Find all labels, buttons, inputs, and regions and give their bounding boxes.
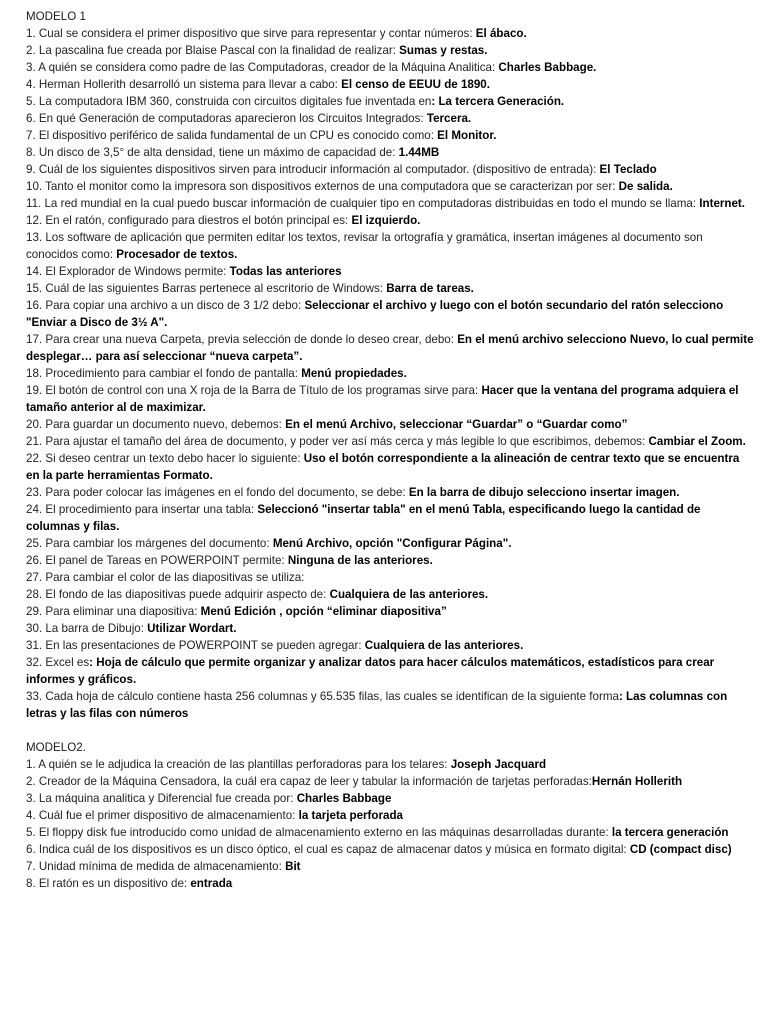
question-list	[26, 756, 754, 892]
question-text: 1. A quién se le adjudica la creación de las plantillas perforadoras para los telares:	[26, 758, 451, 771]
question-text: 26. El panel de Tareas en POWERPOINT permite:	[26, 554, 288, 567]
section-heading: MODELO 1	[26, 10, 86, 23]
question-item	[26, 161, 754, 178]
answer-text: El ábaco.	[475, 27, 527, 40]
question-item	[26, 501, 754, 535]
question-text: 11. La red mundial en la cual puedo buscar información de cualquier tipo en computadoras distribuidas en todo el mundo se llama:	[26, 197, 700, 210]
question-item	[26, 773, 754, 790]
question-item	[26, 807, 754, 824]
answer-text: Hacer que la ventana del programa adquiera el tamaño anterior al de maximizar.	[26, 384, 739, 414]
question-text: 4. Cuál fue el primer dispositivo de almacenamiento:	[26, 809, 299, 822]
question-item	[26, 824, 754, 841]
answer-text: la tercera generación	[611, 826, 729, 839]
answer-text: Joseph Jacquard	[450, 758, 547, 771]
question-text: 8. Un disco de 3,5° de alta densidad, tiene un máximo de capacidad de:	[26, 146, 399, 159]
question-text: 2. La pascalina fue creada por Blaise Pascal con la finalidad de realizar:	[26, 44, 400, 57]
question-item	[26, 229, 754, 263]
question-text: 29. Para eliminar una diapositiva:	[26, 605, 201, 618]
question-text: 21. Para ajustar el tamaño del área de documento, y poder ver así más cerca y más legible lo que escribimos, debemos:	[26, 435, 649, 448]
question-item	[26, 756, 754, 773]
question-item	[26, 841, 754, 858]
answer-text: Procesador de textos.	[116, 248, 238, 261]
question-item	[26, 59, 754, 76]
answer-text: Charles Babbage.	[498, 61, 597, 74]
answer-text: Menú propiedades.	[301, 367, 407, 380]
question-item	[26, 552, 754, 569]
question-text: 30. La barra de Dibujo:	[26, 622, 148, 635]
question-item	[26, 42, 754, 59]
question-item	[26, 195, 754, 212]
answer-text: Internet.	[699, 197, 746, 210]
question-item	[26, 212, 754, 229]
question-text: 6. Indica cuál de los dispositivos es un disco óptico, el cual es capaz de almacenar datos y música en formato digital:	[26, 843, 630, 856]
question-item	[26, 620, 754, 637]
question-item	[26, 365, 754, 382]
question-item	[26, 433, 754, 450]
answer-text: Cambiar el Zoom.	[648, 435, 746, 448]
question-text: 3. La máquina analitica y Diferencial fue creada por:	[26, 792, 297, 805]
question-item	[26, 875, 754, 892]
answer-text: Seleccionar el archivo y luego con el botón secundario del ratón selecciono "Enviar a Disco de 3½ A".	[26, 299, 724, 329]
question-text: 25. Para cambiar los márgenes del documento:	[26, 537, 273, 550]
section-modelo-2	[26, 739, 754, 892]
question-item	[26, 484, 754, 501]
answer-text: Cualquiera de las anteriores.	[329, 588, 489, 601]
answer-text: El censo de EEUU de 1890.	[341, 78, 490, 91]
answer-text: El izquierdo.	[351, 214, 421, 227]
answer-text: De salida.	[618, 180, 673, 193]
question-item	[26, 297, 754, 331]
question-text: 9. Cuál de los siguientes dispositivos sirven para introducir información al computador. (dispositivo de entrada):	[26, 163, 600, 176]
question-text: 23. Para poder colocar las imágenes en el fondo del documento, se debe:	[26, 486, 409, 499]
question-text: 6. En qué Generación de computadoras aparecieron los Circuitos Integrados:	[26, 112, 427, 125]
answer-text: Hernán Hollerith	[591, 775, 683, 788]
question-item	[26, 178, 754, 195]
question-text: 31. En las presentaciones de POWERPOINT se pueden agregar:	[26, 639, 365, 652]
question-text: 10. Tanto el monitor como la impresora son dispositivos externos de una computadora que se caracterizan por ser:	[26, 180, 619, 193]
question-item	[26, 144, 754, 161]
question-item	[26, 280, 754, 297]
section-modelo-1	[26, 8, 754, 722]
question-item	[26, 127, 754, 144]
answer-text: En el menú Archivo, seleccionar “Guardar” o “Guardar como”	[285, 418, 628, 431]
question-text: 28. El fondo de las diapositivas puede adquirir aspecto de:	[26, 588, 330, 601]
question-text: 5. La computadora IBM 360, construida con circuitos digitales fue inventada en	[26, 95, 432, 108]
question-list	[26, 25, 754, 722]
question-text: 5. El floppy disk fue introducido como unidad de almacenamiento externo en las máquinas desarrolladas durante:	[26, 826, 612, 839]
question-text: 24. El procedimiento para insertar una tabla:	[26, 503, 258, 516]
question-text: 4. Herman Hollerith desarrolló un sistema para llevar a cabo:	[26, 78, 342, 91]
answer-text: Cualquiera de las anteriores.	[364, 639, 524, 652]
question-item	[26, 382, 754, 416]
answer-text: En la barra de dibujo selecciono insertar imagen.	[408, 486, 680, 499]
question-text: 13. Los software de aplicación que permiten editar los textos, revisar la ortografía y gramática, insertan imágenes al documento son conocidos como:	[26, 231, 703, 261]
question-text: 15. Cuál de las siguientes Barras pertenece al escritorio de Windows:	[26, 282, 387, 295]
answer-text: CD (compact disc)	[629, 843, 732, 856]
question-item	[26, 263, 754, 280]
question-item	[26, 654, 754, 688]
question-item	[26, 790, 754, 807]
question-item	[26, 535, 754, 552]
answer-text: Seleccionó "insertar tabla" en el menú Tabla, especificando luego la cantidad de columnas y filas.	[26, 503, 701, 533]
answer-text: El Teclado	[599, 163, 657, 176]
question-text: 8. El ratón es un dispositivo de:	[26, 877, 191, 890]
question-item	[26, 569, 754, 586]
answer-text: la tarjeta perforada	[298, 809, 403, 822]
question-text: 12. En el ratón, configurado para diestros el botón principal es:	[26, 214, 352, 227]
answer-text: Tercera.	[426, 112, 472, 125]
question-text: 17. Para crear una nueva Carpeta, previa selección de donde lo deseo crear, debo:	[26, 333, 458, 346]
answer-text: Menú Archivo, opción "Configurar Página".	[272, 537, 512, 550]
answer-text: Uso el botón correspondiente a la alineación de centrar texto que se encuentra en la parte herramientas Formato.	[26, 452, 740, 482]
question-text: 16. Para copiar una archivo a un disco de 3 1/2 debo:	[26, 299, 305, 312]
section-heading: MODELO2.	[26, 741, 86, 754]
question-text: 18. Procedimiento para cambiar el fondo de pantalla:	[26, 367, 302, 380]
answer-text: Todas las anteriores	[229, 265, 342, 278]
question-text: 22. Si deseo centrar un texto debo hacer lo siguiente:	[26, 452, 304, 465]
answer-text: El Monitor.	[437, 129, 497, 142]
answer-text: Charles Babbage	[296, 792, 392, 805]
question-text: 27. Para cambiar el color de las diapositivas se utiliza:	[26, 571, 305, 584]
question-text: 2. Creador de la Máquina Censadora, la cuál era capaz de leer y tabular la información de tarjetas perforadas:	[26, 775, 592, 788]
question-item	[26, 331, 754, 365]
question-text: 7. Unidad mínima de medida de almacenamiento:	[26, 860, 286, 873]
answer-text: Ninguna de las anteriores.	[287, 554, 433, 567]
question-text: 33. Cada hoja de cálculo contiene hasta 256 columnas y 65.535 filas, las cuales se identifican de la siguiente forma	[26, 690, 619, 703]
section-gap	[26, 722, 754, 739]
question-item	[26, 586, 754, 603]
answer-text: entrada	[190, 877, 233, 890]
answer-text: : La tercera Generación.	[431, 95, 565, 108]
question-text: 1. Cual se considera el primer dispositivo que sirve para representar y contar números:	[26, 27, 476, 40]
question-item	[26, 110, 754, 127]
answer-text: : Las columnas con letras y las filas con números	[26, 690, 728, 720]
answer-text: 1.44MB	[398, 146, 440, 159]
question-item	[26, 688, 754, 722]
question-text: 32. Excel es	[26, 656, 90, 669]
answer-text: Menú Edición , opción “eliminar diapositiva”	[200, 605, 447, 618]
question-item	[26, 76, 754, 93]
answer-text: : Hoja de cálculo que permite organizar y analizar datos para hacer cálculos matemáticos, estadísticos para crear informes y gráficos.	[26, 656, 715, 686]
question-item	[26, 93, 754, 110]
question-text: 20. Para guardar un documento nuevo, debemos:	[26, 418, 286, 431]
question-item	[26, 603, 754, 620]
question-item	[26, 25, 754, 42]
question-text: 19. El botón de control con una X roja de la Barra de Título de los programas sirve para:	[26, 384, 482, 397]
answer-text: En el menú archivo selecciono Nuevo, lo cual permite desplegar… para así seleccionar “nueva carpeta”.	[26, 333, 754, 363]
question-item	[26, 416, 754, 433]
question-text: 7. El dispositivo periférico de salida fundamental de un CPU es conocido como:	[26, 129, 438, 142]
question-item	[26, 450, 754, 484]
question-text: 14. El Explorador de Windows permite:	[26, 265, 230, 278]
answer-text: Barra de tareas.	[386, 282, 474, 295]
question-item	[26, 858, 754, 875]
answer-text: Sumas y restas.	[399, 44, 488, 57]
question-item	[26, 637, 754, 654]
answer-text: Utilizar Wordart.	[147, 622, 237, 635]
question-text: 3. A quién se considera como padre de las Computadoras, creador de la Máquina Analitica:	[26, 61, 499, 74]
answer-text: Bit	[285, 860, 301, 873]
